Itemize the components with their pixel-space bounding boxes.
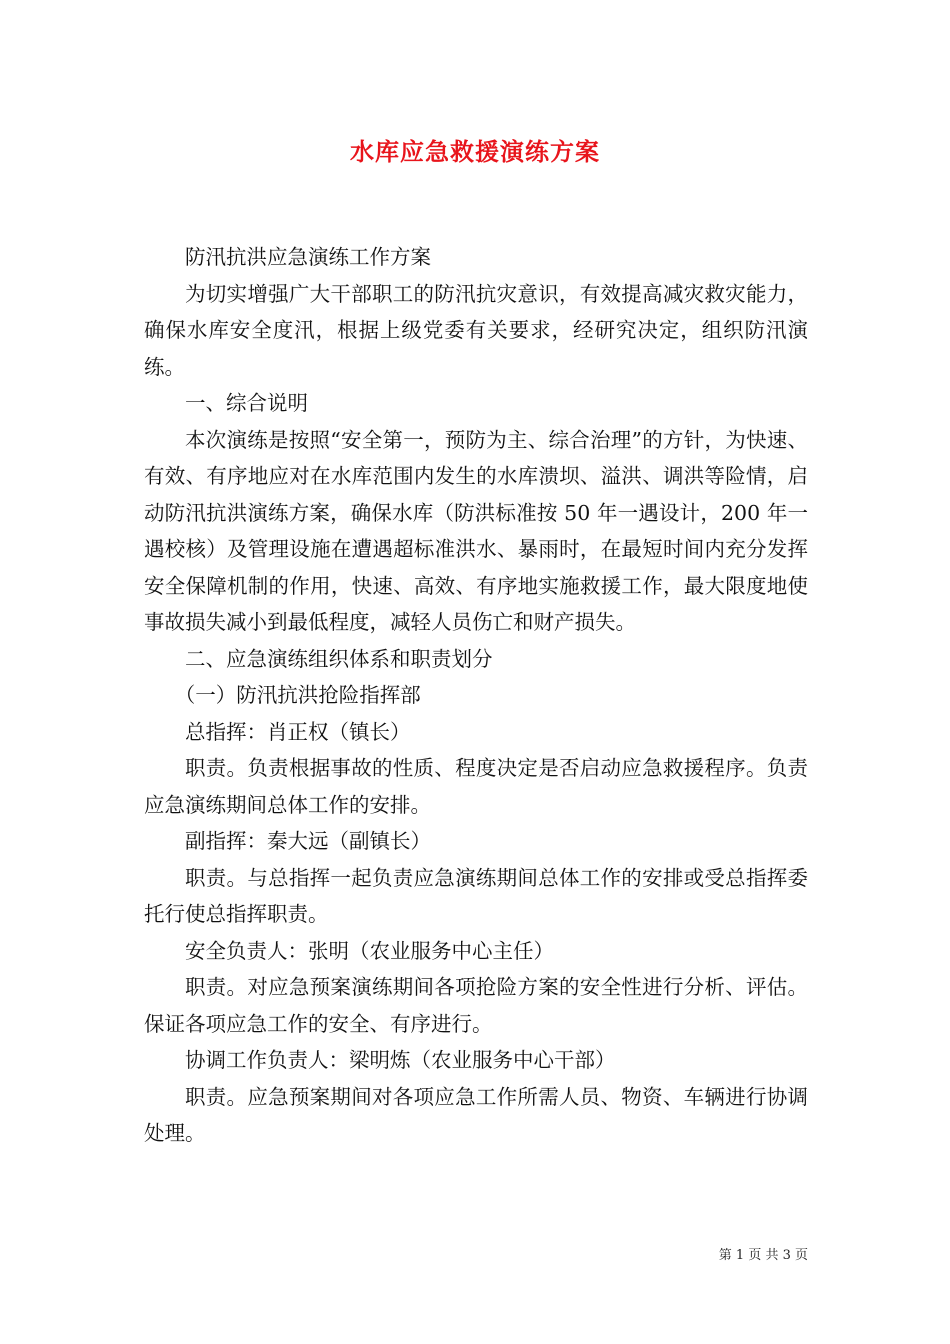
document-body <box>144 239 808 1152</box>
paragraph-deputy-commander: 副指挥：秦大远（副镇长） <box>185 829 431 853</box>
section-heading-organization: 二、应急演练组织体系和职责划分 <box>185 646 493 671</box>
paragraph-coordination-duty: 职责。应急预案期间对各项应急工作所需人员、物资、车辆进行协调处理。 <box>144 1084 808 1145</box>
subsection-heading-command: （一）防汛抗洪抢险指挥部 <box>174 683 421 707</box>
paragraph-commander-duty: 职责。负责根据事故的性质、程度决定是否启动应急救援程序。负责应急演练期间总体工作的安排。 <box>144 756 808 817</box>
paragraph-safety-duty: 职责。对应急预案演练期间各项抢险方案的安全性进行分析、评估。保证各项应急工作的安全、有序进行。 <box>144 975 808 1036</box>
paragraph-deputy-duty: 职责。与总指挥一起负责应急演练期间总体工作的安排或受总指挥委托行使总指挥职责。 <box>144 865 808 926</box>
section-heading-overview: 一、综合说明 <box>185 391 308 415</box>
paragraph-plan-heading: 防汛抗洪应急演练工作方案 <box>185 245 431 269</box>
document-title: 水库应急救援演练方案 <box>350 137 600 166</box>
paragraph-overview: 本次演练是按照“安全第一，预防为主、综合治理”的方针，为快速、有效、有序地应对在水库范围内发生的水库溃坝、溢洪、调洪等险情，启动防汛抗洪演练方案，确保水库（防洪标准按 50 年一遇设计，200 年一遇校核）及管理设施在遭遇超标准洪水、暴雨时，在最短时间内充分发挥安全保障机制的作用，快速、高效、有序地实施救援工作，最大限度地使事故损失减小到最低程度，减轻人员伤亡和财产损失。 <box>144 427 808 634</box>
paragraph-commander: 总指挥：肖正权（镇长） <box>185 719 411 744</box>
paragraph-safety-lead: 安全负责人：张明（农业服务中心主任） <box>185 938 554 963</box>
paragraph-intro: 为切实增强广大干部职工的防汛抗灾意识，有效提高减灾救灾能力，确保水库安全度汛，根据上级党委有关要求，经研究决定，组织防汛演练。 <box>144 281 808 379</box>
paragraph-coordination-lead: 协调工作负责人：梁明炼（农业服务中心干部） <box>185 1048 616 1072</box>
page-number: 第 1 页 共 3 页 <box>718 1248 808 1263</box>
